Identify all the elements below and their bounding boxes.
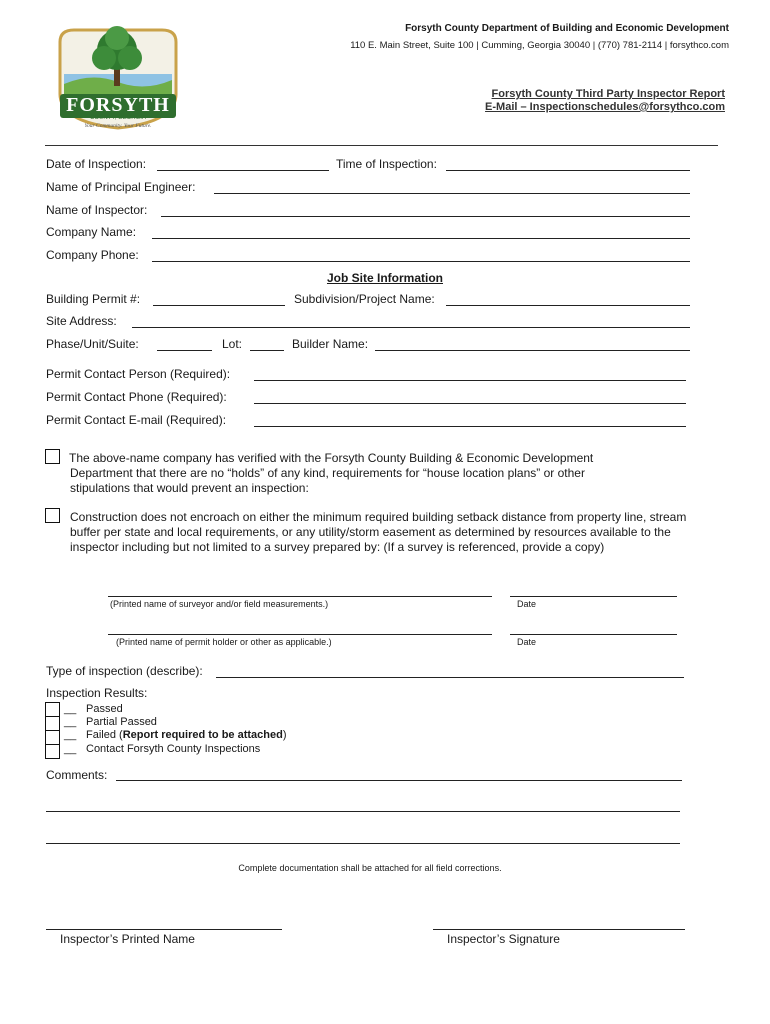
holder-caption: (Printed name of permit holder or other as applicable.)	[116, 637, 332, 647]
contact-county-checkbox[interactable]	[45, 744, 60, 759]
inspector-signature-field[interactable]	[433, 929, 685, 930]
permit-label: Building Permit #:	[46, 292, 141, 306]
header-divider	[45, 145, 718, 146]
failed-close: )	[282, 729, 287, 741]
type-field[interactable]	[216, 677, 684, 678]
company-field[interactable]	[152, 238, 690, 239]
passed-label: Passed	[86, 703, 123, 715]
comments-line-3[interactable]	[46, 843, 680, 844]
holder-date-field[interactable]	[510, 634, 677, 635]
department-address: 110 E. Main Street, Suite 100 | Cumming, Georgia 30040 | (770) 781-2114 | forsythco.com	[350, 40, 729, 51]
company-label: Company Name:	[46, 225, 137, 239]
date-label: Date of Inspection:	[46, 157, 147, 171]
permit-field[interactable]	[153, 305, 285, 306]
failed-blank: __	[64, 729, 77, 741]
date-field[interactable]	[157, 170, 329, 171]
comments-line-1[interactable]	[116, 780, 682, 781]
setback-checkbox[interactable]	[45, 508, 60, 523]
failed-label	[86, 729, 287, 741]
surveyor-date-caption: Date	[517, 599, 537, 609]
passed-blank: __	[64, 703, 77, 715]
report-email[interactable]: E-Mail – Inspectionschedules@forsythco.com	[485, 101, 725, 113]
phase-field[interactable]	[157, 350, 212, 351]
logo-tagline: Your Community. Your Future.	[84, 123, 152, 129]
phone-field[interactable]	[152, 261, 690, 262]
contact-phone-label: Permit Contact Phone (Required):	[46, 390, 227, 404]
county-logo	[52, 22, 184, 132]
contact-email-label: Permit Contact E-mail (Required):	[46, 413, 227, 427]
contact-county-blank: __	[64, 743, 77, 755]
inspector-field[interactable]	[161, 216, 690, 217]
inspector-printed-name-field[interactable]	[46, 929, 282, 930]
surveyor-date-field[interactable]	[510, 596, 677, 597]
phase-label: Phase/Unit/Suite:	[46, 337, 139, 351]
partial-passed-label: Partial Passed	[86, 716, 157, 728]
time-label: Time of Inspection:	[336, 157, 437, 171]
holds-statement: The above-name company has verified with the Forsyth County Building & Economic Development Department that there are no “holds” of any kind, requirements for “house location plans” or other stipulations that would prevent an inspection:	[69, 451, 594, 495]
holds-checkbox[interactable]	[45, 449, 60, 464]
lot-field[interactable]	[250, 350, 284, 351]
contact-email-field[interactable]	[254, 426, 686, 427]
job-site-heading: Job Site Information	[326, 271, 443, 285]
type-label: Type of inspection (describe):	[46, 664, 203, 678]
contact-person-field[interactable]	[254, 380, 686, 381]
inspector-label: Name of Inspector:	[46, 203, 148, 217]
partial-passed-blank: __	[64, 716, 77, 728]
department-name: Forsyth County Department of Building and Economic Development	[405, 23, 729, 34]
builder-field[interactable]	[375, 350, 690, 351]
inspector-signature-caption: Inspector’s Signature	[447, 932, 560, 946]
engineer-label: Name of Principal Engineer:	[46, 180, 196, 194]
phone-label: Company Phone:	[46, 248, 139, 262]
subdivision-label: Subdivision/Project Name:	[294, 292, 435, 306]
lot-label: Lot:	[222, 337, 243, 351]
site-address-field[interactable]	[132, 327, 690, 328]
engineer-field[interactable]	[214, 193, 690, 194]
partial-passed-checkbox[interactable]	[45, 716, 60, 731]
failed-text: Failed (	[86, 729, 123, 741]
time-field[interactable]	[446, 170, 690, 171]
report-title: Forsyth County Third Party Inspector Report	[491, 88, 725, 100]
holder-date-caption: Date	[517, 637, 537, 647]
contact-phone-field[interactable]	[254, 403, 686, 404]
holder-name-field[interactable]	[108, 634, 492, 635]
comments-line-2[interactable]	[46, 811, 680, 812]
surveyor-caption: (Printed name of surveyor and/or field measurements.)	[110, 599, 329, 609]
contact-county-label: Contact Forsyth County Inspections	[86, 743, 261, 755]
surveyor-name-field[interactable]	[108, 596, 492, 597]
setback-statement: Construction does not encroach on either the minimum required building setback distance from property line, stream buffer per state and local requirements, or any utility/storm easement as determined by resources available to the inspector including but not limited to a survey prepared by: (If a survey is referenced, provide a copy)	[70, 510, 687, 554]
builder-label: Builder Name:	[292, 337, 369, 351]
results-label: Inspection Results:	[46, 686, 148, 700]
contact-person-label: Permit Contact Person (Required):	[46, 367, 231, 381]
comments-label: Comments:	[46, 768, 108, 782]
logo-sub: COUNTY, GEORGIA	[90, 115, 146, 121]
documentation-note: Complete documentation shall be attached for all field corrections.	[238, 863, 502, 873]
subdivision-field[interactable]	[446, 305, 690, 306]
inspector-printed-name-caption: Inspector’s Printed Name	[60, 932, 195, 946]
logo-name: FORSYTH	[66, 94, 170, 116]
passed-checkbox[interactable]	[45, 702, 60, 717]
failed-checkbox[interactable]	[45, 730, 60, 745]
failed-requirement: Report required to be attached	[122, 729, 283, 741]
site-address-label: Site Address:	[46, 314, 117, 328]
